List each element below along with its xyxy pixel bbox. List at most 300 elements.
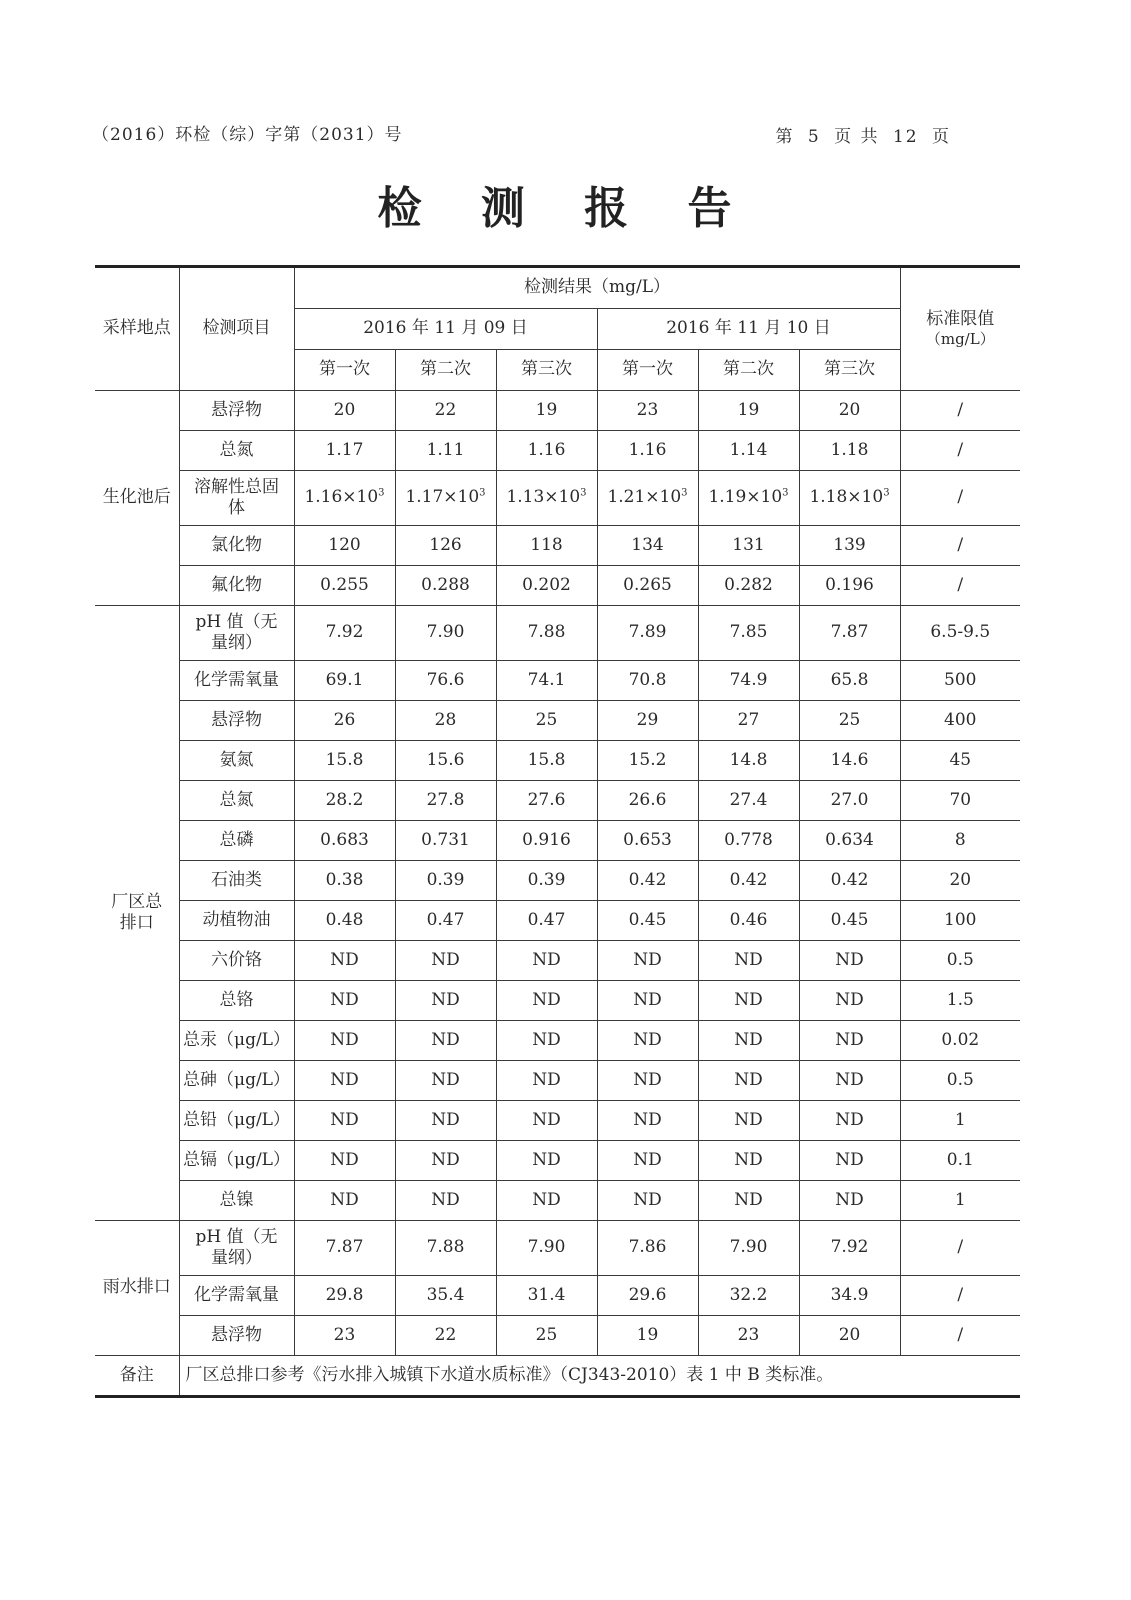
value-cell [597,1141,698,1181]
value-cell [698,606,799,661]
value-cell [395,1141,496,1181]
value-text: ND [633,1109,662,1130]
value-text: ND [431,989,460,1010]
limit-cell: 100 [900,901,1020,941]
limit-cell: 500 [900,661,1020,701]
value-cell [496,1101,597,1141]
page-title: 检 测 报 告 [377,183,754,234]
value-text: ND [734,989,763,1010]
value-cell [799,526,900,566]
value-text: 29.6 [628,1284,667,1305]
value-text: 35.4 [426,1284,465,1305]
value-cell [496,471,597,526]
value-text: 1.14 [729,439,768,460]
header-limit [900,267,1020,391]
value-cell [698,1276,799,1316]
value-cell [395,471,496,526]
value-text: 15.2 [628,749,667,770]
value-cell [294,606,395,661]
value-cell [698,981,799,1021]
value-cell [496,606,597,661]
value-text: 7.90 [729,1237,768,1258]
value-text: 7.88 [527,622,566,643]
page-suffix: 页 [932,127,951,147]
limit-cell: / [900,1276,1020,1316]
value-cell [799,981,900,1021]
item-cell: 溶解性总固体 [179,471,294,526]
header-limit-unit: （mg/L） [925,330,995,349]
value-text: ND [330,1189,359,1210]
value-text: ND [835,1029,864,1050]
value-cell [698,391,799,431]
limit-cell: 8 [900,821,1020,861]
limit-cell: 1 [900,1181,1020,1221]
item-cell: 化学需氧量 [179,661,294,701]
value-text: 1.17×10 [405,487,480,508]
value-cell [395,1221,496,1276]
value-cell [395,431,496,471]
value-cell [698,471,799,526]
value-cell [496,1221,597,1276]
value-cell [799,661,900,701]
value-text: 7.92 [830,1237,869,1258]
value-text: ND [532,1149,561,1170]
table-row [95,901,1020,941]
value-cell [294,781,395,821]
value-cell [698,701,799,741]
limit-cell: 45 [900,741,1020,781]
value-text: 7.90 [527,1237,566,1258]
page-current: 5 [807,127,821,147]
header-site: 采样地点 [95,267,179,391]
limit-cell: 70 [900,781,1020,821]
value-text: 27.8 [426,789,465,810]
limit-cell: 400 [900,701,1020,741]
item-cell: 总铬 [179,981,294,1021]
value-text: ND [532,949,561,970]
item-cell: 氟化物 [179,566,294,606]
value-text: 74.1 [527,669,566,690]
value-text: ND [835,989,864,1010]
table-row [95,1141,1020,1181]
value-text: ND [330,1109,359,1130]
item-cell: 总氮 [179,431,294,471]
value-text: ND [330,1029,359,1050]
value-cell [294,901,395,941]
value-text: 0.255 [320,574,369,595]
value-text: 139 [833,534,866,555]
value-cell [799,861,900,901]
value-cell [496,1141,597,1181]
item-cell: pH 值（无量纲） [179,1221,294,1276]
table-row [95,861,1020,901]
value-text: 7.87 [325,1237,364,1258]
item-cell: 悬浮物 [179,391,294,431]
value-cell [395,861,496,901]
limit-cell: 20 [900,861,1020,901]
table-row [95,526,1020,566]
value-text: 0.282 [724,574,773,595]
value-text: ND [633,1189,662,1210]
value-cell [395,981,496,1021]
value-text: ND [734,1189,763,1210]
value-cell [395,1021,496,1061]
page-prefix: 第 [775,127,795,147]
value-cell [597,781,698,821]
site-cell: 厂区总排口 [95,606,179,1221]
value-text: 27.6 [527,789,566,810]
value-text: 7.89 [628,622,667,643]
item-cell: 总氮 [179,781,294,821]
value-cell [799,1101,900,1141]
value-cell [698,1221,799,1276]
value-cell [496,701,597,741]
value-cell [799,701,900,741]
header-round: 第一次 [597,350,698,391]
limit-cell: 6.5-9.5 [900,606,1020,661]
value-cell [294,1021,395,1061]
value-text: 0.45 [628,909,667,930]
value-cell [698,526,799,566]
value-text: 0.47 [426,909,465,930]
value-cell [698,566,799,606]
value-cell [395,1061,496,1101]
value-cell [799,741,900,781]
value-cell [395,606,496,661]
value-cell [597,391,698,431]
value-text: 22 [434,1324,457,1345]
value-cell [698,741,799,781]
page-mid: 页 共 [834,127,880,147]
value-cell [496,661,597,701]
value-text: ND [633,1149,662,1170]
value-cell [799,901,900,941]
limit-cell: 0.02 [900,1021,1020,1061]
value-cell [496,1021,597,1061]
item-cell: 化学需氧量 [179,1276,294,1316]
value-cell [395,1276,496,1316]
value-cell [597,821,698,861]
table-row [95,781,1020,821]
value-text: 23 [737,1324,760,1345]
value-exponent: 3 [883,487,890,499]
value-cell [597,566,698,606]
value-text: 20 [838,399,861,420]
value-text: 28.2 [325,789,364,810]
value-text: 1.13×10 [506,487,581,508]
value-text: ND [734,949,763,970]
value-text: 15.6 [426,749,465,770]
value-text: 1.16 [628,439,667,460]
value-cell [799,431,900,471]
value-text: 0.265 [623,574,672,595]
value-text: 26.6 [628,789,667,810]
value-text: 26 [333,709,356,730]
value-text: 69.1 [325,669,364,690]
header-round: 第二次 [698,350,799,391]
value-cell [799,821,900,861]
item-cell: pH 值（无量纲） [179,606,294,661]
value-text: 7.92 [325,622,364,643]
value-cell [597,701,698,741]
value-cell [294,701,395,741]
value-text: 19 [535,399,558,420]
table-row [95,981,1020,1021]
value-text: 0.634 [825,829,874,850]
value-exponent: 3 [378,487,385,499]
value-cell [799,1181,900,1221]
table-row [95,391,1020,431]
value-text: 1.21×10 [607,487,682,508]
item-cell: 悬浮物 [179,1316,294,1356]
value-cell [294,741,395,781]
value-cell [597,1316,698,1356]
table-row [95,661,1020,701]
value-text: ND [431,1109,460,1130]
value-text: ND [835,1149,864,1170]
value-text: 27.4 [729,789,768,810]
value-cell [799,1021,900,1061]
value-cell [395,391,496,431]
value-cell [496,901,597,941]
header-round: 第三次 [799,350,900,391]
value-text: ND [633,949,662,970]
value-exponent: 3 [782,487,789,499]
value-cell [799,1221,900,1276]
value-text: 0.47 [527,909,566,930]
value-cell [496,1181,597,1221]
value-cell [597,1221,698,1276]
value-text: 0.653 [623,829,672,850]
value-text: 70.8 [628,669,667,690]
value-text: 1.18×10 [809,487,884,508]
table-row [95,741,1020,781]
table-row [95,606,1020,661]
table-row [95,1316,1020,1356]
table-row [95,431,1020,471]
value-text: ND [633,1029,662,1050]
value-cell [698,1141,799,1181]
value-cell [597,861,698,901]
limit-cell: 1.5 [900,981,1020,1021]
table-row [95,941,1020,981]
table-row [95,1276,1020,1316]
value-cell [698,1061,799,1101]
header-date-1: 2016 年 11 月 09 日 [294,309,597,350]
table-row [95,1021,1020,1061]
value-cell [395,781,496,821]
value-cell [395,526,496,566]
value-text: 20 [333,399,356,420]
value-cell [395,1101,496,1141]
value-cell [395,1181,496,1221]
value-text: ND [431,1189,460,1210]
value-text: 0.42 [628,869,667,890]
value-text: 134 [631,534,664,555]
limit-cell: / [900,471,1020,526]
value-cell [395,941,496,981]
value-text: 0.42 [729,869,768,890]
value-text: ND [431,1029,460,1050]
value-cell [597,1101,698,1141]
limit-cell: 0.5 [900,941,1020,981]
value-cell [698,1316,799,1356]
value-text: ND [734,1109,763,1130]
value-text: ND [734,1069,763,1090]
value-cell [496,821,597,861]
value-text: 25 [535,1324,558,1345]
value-cell [294,941,395,981]
table-row [95,1061,1020,1101]
table-row [95,471,1020,526]
value-text: 22 [434,399,457,420]
value-cell [799,566,900,606]
value-cell [395,901,496,941]
value-text: 1.18 [830,439,869,460]
value-text: 29 [636,709,659,730]
value-text: 118 [530,534,563,555]
limit-cell: 0.5 [900,1061,1020,1101]
value-cell [496,941,597,981]
value-text: 19 [737,399,760,420]
value-cell [496,566,597,606]
value-cell [294,1276,395,1316]
report-table [95,265,1020,1398]
value-text: 0.45 [830,909,869,930]
value-cell [294,1221,395,1276]
value-cell [597,661,698,701]
header-date-2: 2016 年 11 月 10 日 [597,309,900,350]
value-text: 20 [838,1324,861,1345]
header-round: 第二次 [395,350,496,391]
table-row [95,566,1020,606]
value-cell [294,1316,395,1356]
value-cell [496,1276,597,1316]
value-cell [597,1061,698,1101]
page-indicator [776,122,952,147]
value-cell [496,526,597,566]
value-cell [496,391,597,431]
value-text: 1.16 [527,439,566,460]
value-exponent: 3 [681,487,688,499]
remark-row [95,1356,1020,1397]
value-text: 65.8 [830,669,869,690]
value-text: 15.8 [527,749,566,770]
value-cell [698,781,799,821]
value-cell [294,391,395,431]
table-row [95,1181,1020,1221]
value-text: 15.8 [325,749,364,770]
value-cell [496,1316,597,1356]
value-text: ND [532,1069,561,1090]
value-text: ND [431,1149,460,1170]
header-item: 检测项目 [179,267,294,391]
value-text: ND [532,989,561,1010]
value-cell [698,1021,799,1061]
value-cell [294,1061,395,1101]
value-text: 0.38 [325,869,364,890]
table-row [95,821,1020,861]
value-text: 19 [636,1324,659,1345]
limit-cell: / [900,526,1020,566]
value-cell [395,566,496,606]
value-cell [698,431,799,471]
header-limit-label: 标准限值 [926,309,995,329]
value-cell [799,941,900,981]
value-text: ND [330,989,359,1010]
value-cell [597,526,698,566]
site-cell: 雨水排口 [95,1221,179,1356]
table-row [95,701,1020,741]
value-text: 0.288 [421,574,470,595]
item-cell: 总镍 [179,1181,294,1221]
value-text: 0.48 [325,909,364,930]
page-total: 12 [892,127,919,147]
value-text: 14.6 [830,749,869,770]
header-results: 检测结果（mg/L） [294,267,900,309]
value-cell [597,1021,698,1061]
value-cell [698,661,799,701]
value-cell [294,1181,395,1221]
value-text: 0.683 [320,829,369,850]
value-text: 28 [434,709,457,730]
item-cell: 总砷（μg/L） [179,1061,294,1101]
header-round: 第一次 [294,350,395,391]
value-text: 7.86 [628,1237,667,1258]
value-text: 7.87 [830,622,869,643]
value-text: 0.731 [421,829,470,850]
value-cell [597,901,698,941]
value-text: 32.2 [729,1284,768,1305]
limit-cell: / [900,431,1020,471]
value-text: 1.17 [325,439,364,460]
value-text: 7.88 [426,1237,465,1258]
value-cell [496,861,597,901]
value-text: ND [633,1069,662,1090]
value-text: 131 [732,534,765,555]
value-cell [395,821,496,861]
value-cell [597,1276,698,1316]
site-cell: 生化池后 [95,391,179,606]
value-exponent: 3 [580,487,587,499]
item-cell: 悬浮物 [179,701,294,741]
document-number: （2016）环检（综）字第（2031）号 [92,125,403,145]
limit-cell: / [900,566,1020,606]
item-cell: 石油类 [179,861,294,901]
item-cell: 总汞（μg/L） [179,1021,294,1061]
value-cell [496,981,597,1021]
value-cell [395,661,496,701]
value-text: 1.19×10 [708,487,783,508]
value-text: 29.8 [325,1284,364,1305]
value-text: ND [835,1109,864,1130]
value-text: ND [330,1069,359,1090]
limit-cell: / [900,1221,1020,1276]
value-cell [597,941,698,981]
value-cell [294,431,395,471]
value-cell [698,821,799,861]
value-cell [799,391,900,431]
value-text: ND [835,1189,864,1210]
value-cell [698,1101,799,1141]
value-text: ND [532,1109,561,1130]
value-cell [799,1141,900,1181]
value-text: 76.6 [426,669,465,690]
value-text: 34.9 [830,1284,869,1305]
limit-cell: / [900,1316,1020,1356]
value-text: 0.196 [825,574,874,595]
value-text: 7.85 [729,622,768,643]
